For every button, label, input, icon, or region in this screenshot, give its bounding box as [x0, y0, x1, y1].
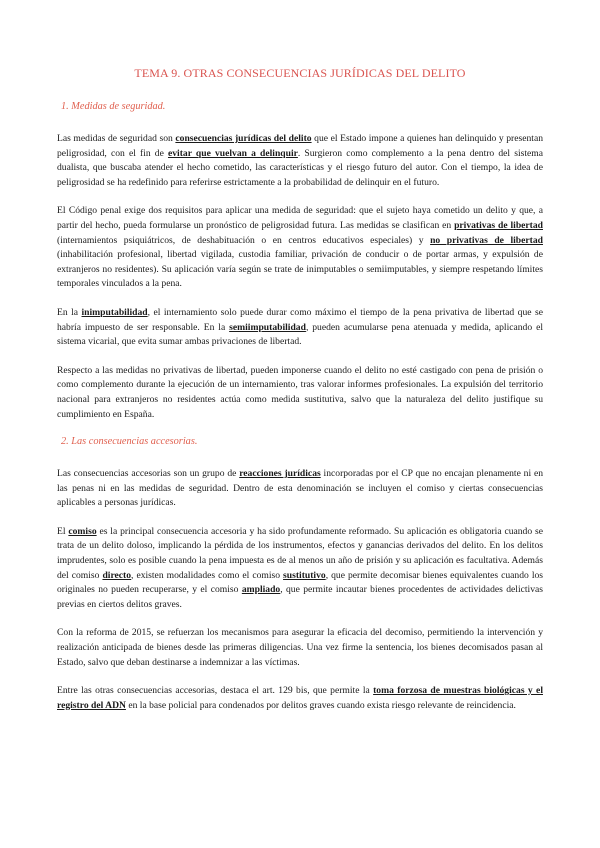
- section-heading: 1. Medidas de seguridad.: [61, 101, 166, 112]
- emphasis-term: directo: [102, 569, 132, 581]
- paragraph: Las medidas de seguridad son consecuencias jurídicas del delito que el Estado impone a quienes han delinquido y presentan peligrosidad, con el fin de evitar que vuelvan a delinquir. Surgieron como complemento a la pena dentro del sistema dualista, que buscaba atender el hecho cometido, las características y el riesgo futuro del autor. Con el tiempo, la idea de peligrosidad se ha redefinido para referirse estrictamente a la probabilidad de delinquir en el futuro.: [57, 133, 544, 188]
- emphasis-term: inimputabilidad: [81, 306, 148, 318]
- emphasis-term: privativas de libertad: [454, 219, 543, 231]
- emphasis-term: consecuencias jurídicas del delito: [175, 133, 312, 144]
- paragraph: El Código penal exige dos requisitos para aplicar una medida de seguridad: que el sujeto haya cometido un delito y que, a partir del hecho, pueda formularse un pronóstico de peligrosidad futura. Las medidas se clasifican en privativas de libertad (internamientos psiquiátricos, de deshabituación o en centros educativos especiales) y no privativas de libertad (inhabilitación profesional, libertad vigilada, custodia familiar, privación de conducir o de portar armas, y expulsión de extranjeros no residentes). Su aplicación varía según se trate de inimputables o semiimputables, y siempre respetando límites temporales vinculados a la pena.: [57, 205, 543, 290]
- paragraph: En la inimputabilidad, el internamiento solo puede durar como máximo el tiempo de la pena privativa de libertad que se habría impuesto de ser responsable. En la semiimputabilidad, pueden acumularse pena atenuada y medida, aplicando el sistema vicarial, que evita sumar ambas privaciones de libertad.: [57, 306, 543, 348]
- emphasis-term: comiso: [68, 525, 97, 537]
- paragraph: El comiso es la principal consecuencia accesoria y ha sido profundamente reformado. Su aplicación es obligatoria cuando se trata de un delito doloso, implicando la pérdida de los instrumentos, efectos y ganancias derivados del delito. En los delitos imprudentes, solo es posible cuando la pena impuesta es de al menos un año de prisión y su aplicación es facultativa. Además del comiso directo, existen modalidades como el comiso sustitutivo, que permite decomisar bienes equivalentes cuando los originales no pueden recuperarse, y el comiso ampliado, que permite incautar bienes procedentes de actividades delictivas previas en ciertos delitos graves.: [57, 525, 544, 610]
- paragraph: Respecto a las medidas no privativas de libertad, pueden imponerse cuando el delito no esté castigado con pena de prisión o como complemento durante la ejecución de un internamiento, tras valorar informes profesionales. La expulsión del territorio nacional para extranjeros no residentes actúa como medida sustitutiva, salvo que la naturaleza del delito justifique su cumplimiento en España.: [57, 364, 543, 420]
- emphasis-term: evitar que vuelvan a delinquir: [167, 147, 298, 159]
- paragraph: Con la reforma de 2015, se refuerzan los mecanismos para asegurar la eficacia del decomiso, permitiendo la intervención y realización anticipada de bienes desde las primeras diligencias. Una vez firme la sentencia, los bienes decomisados pasan al Estado, salvo que deban destinarse a indemnizar a las víctimas.: [57, 627, 543, 668]
- emphasis-term: no privativas de libertad: [430, 234, 543, 246]
- section-2: [57, 436, 543, 713]
- section-heading: 2. Las consecuencias accesorias.: [61, 436, 198, 448]
- emphasis-term: ampliado: [241, 584, 281, 596]
- emphasis-term: reacciones jurídicas: [239, 468, 321, 480]
- page-title: TEMA 9. OTRAS CONSECUENCIAS JURÍDICAS DEL DELITO: [134, 66, 466, 80]
- paragraph: Entre las otras consecuencias accesorias, destaca el art. 129 bis, que permite la toma forzosa de muestras biológicas y el registro del ADN en la base policial para condenados por delitos graves cuando exista riesgo relevante de reincidencia.: [57, 685, 543, 711]
- emphasis-term: sustitutivo: [283, 569, 326, 581]
- paragraph: Las consecuencias accesorias son un grupo de reacciones jurídicas incorporadas por el CP que no encajan plenamente ni en las penas ni en las medidas de seguridad. Dentro de esta denominación se incluyen el comiso y ciertas consecuencias aplicables a personas jurídicas.: [57, 468, 544, 509]
- emphasis-term: toma forzosa de muestras biológicas y el registro del ADN: [57, 685, 543, 711]
- emphasis-term: semiimputabilidad: [229, 321, 306, 333]
- section-1: [57, 101, 543, 422]
